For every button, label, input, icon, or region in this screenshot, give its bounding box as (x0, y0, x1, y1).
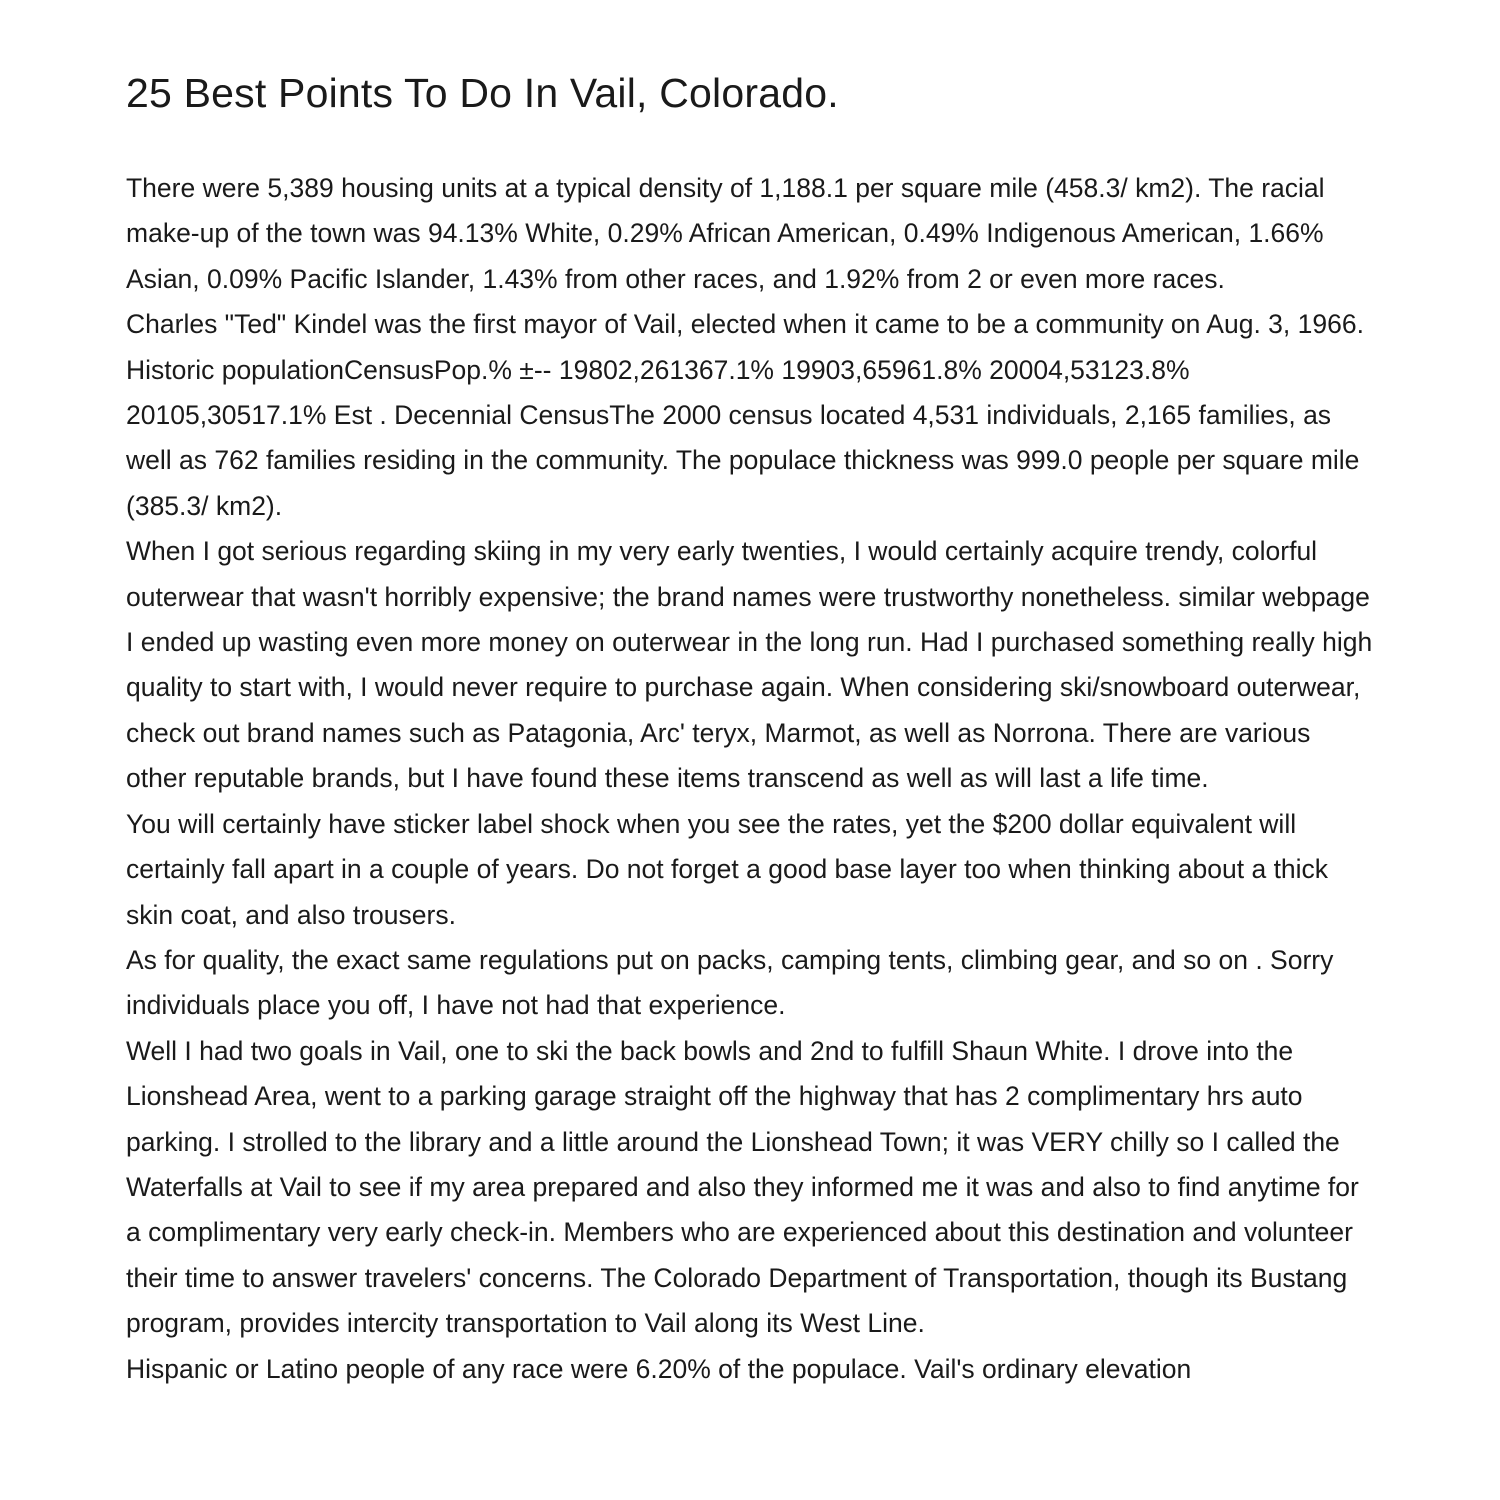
paragraph-outerwear: When I got serious regarding skiing in my very early twenties, I would certainly acquire trendy, colorful outerwear that wasn't horribly expensive; the brand names were trustworthy nonetheless. similar webpage I ended up wasting even more money on outerwear in the long run. Had I purchased something really high quality to start with, I would never require to purchase again. When considering ski/snowboard outerwear, check out brand names such as Patagonia, Arc' teryx, Marmot, as well as Norrona. There are various other reputable brands, but I have found these items transcend as well as will last a life time. (126, 536, 1373, 794)
article-body (126, 166, 1376, 1392)
paragraph-quality: As for quality, the exact same regulations put on packs, camping tents, climbing gear, and so on . Sorry individuals place you off, I have not had that experience. (126, 944, 1334, 1021)
paragraph-vail-trip: Well I had two goals in Vail, one to ski the back bowls and 2nd to fulfill Shaun White. I drove into the Lionshead Area, went to a parking garage straight off the highway that has 2 complimentary hrs auto parking. I strolled to the library and a little around the Lionshead Town; it was VERY chilly so I called the Waterfalls at Vail to see if my area prepared and also they informed me it was and also to find anytime for a complimentary very early check-in. Members who are experienced about this destination and volunteer their time to answer travelers' concerns. The Colorado Department of Transportation, though its Bustang program, provides intercity transportation to Vail along its West Line. (126, 1035, 1359, 1339)
page-title: 25 Best Points To Do In Vail, Colorado. (126, 70, 839, 116)
paragraph-housing-demographics: There were 5,389 housing units at a typical density of 1,188.1 per square mile (458.3/ km2). The racial make-up of the town was 94.13% White, 0.29% African American, 0.49% Indigenous American, 1.66% Asian, 0.09% Pacific Islander, 1.43% from other races, and 1.92% from 2 or even more races. (126, 173, 1325, 294)
paragraph-hispanic-population: Hispanic or Latino people of any race were 6.20% of the populace. Vail's ordinary elevation (126, 1353, 1192, 1384)
paragraph-sticker-shock: You will certainly have sticker label shock when you see the rates, yet the $200 dollar equivalent will certainly fall apart in a couple of years. Do not forget a good base layer too when thinking about a thick skin coat, and also trousers. (126, 808, 1329, 930)
paragraph-mayor-census: Charles "Ted" Kindel was the first mayor of Vail, elected when it came to be a community on Aug. 3, 1966. Historic populationCensusPop.% ±-- 19802,261367.1% 19903,65961.8% 20004,53123.8% 20105,30517.1% Est . Decennial CensusThe 2000 census located 4,531 individuals, 2,165 families, as well as 762 families residing in the community. The populace thickness was 999.0 people per square mile (385.3/ km2). (126, 309, 1364, 521)
